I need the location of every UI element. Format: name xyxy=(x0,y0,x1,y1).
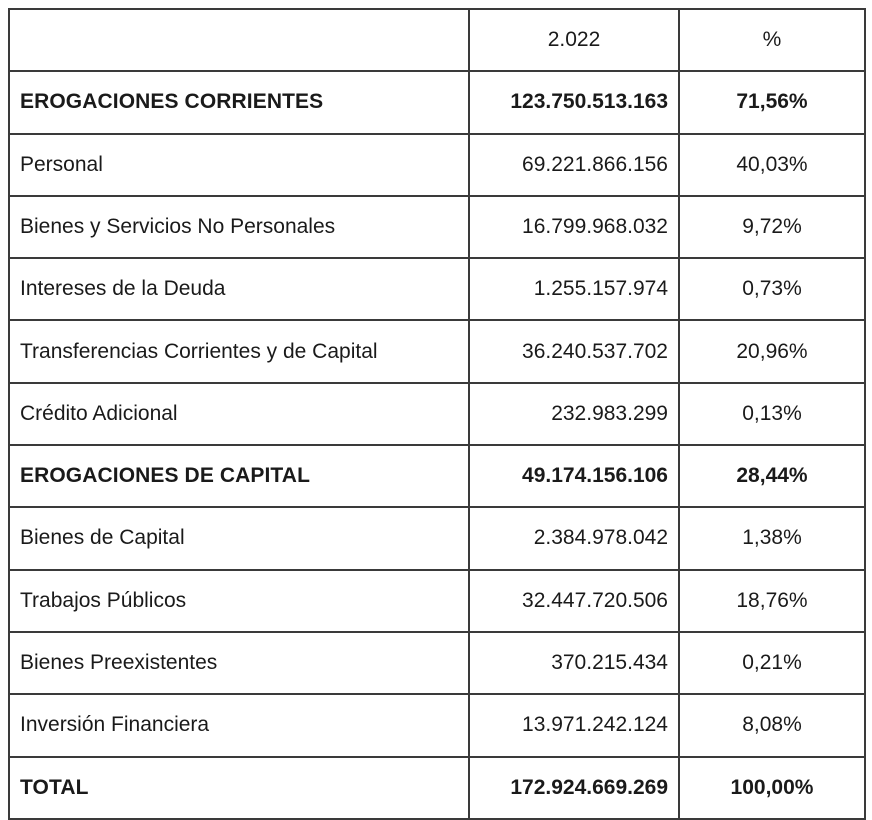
cell-percent: 1,38% xyxy=(679,507,865,569)
table-row xyxy=(9,507,865,569)
cell-concept: Trabajos Públicos xyxy=(9,570,469,632)
cell-amount: 69.221.866.156 xyxy=(469,134,679,196)
table-row xyxy=(9,632,865,694)
cell-percent: 0,21% xyxy=(679,632,865,694)
cell-amount: 370.215.434 xyxy=(469,632,679,694)
cell-percent: 0,13% xyxy=(679,383,865,445)
table-row xyxy=(9,570,865,632)
cell-amount: 32.447.720.506 xyxy=(469,570,679,632)
table-row xyxy=(9,320,865,382)
table-header-row xyxy=(9,9,865,71)
cell-amount: 232.983.299 xyxy=(469,383,679,445)
cell-concept: Bienes y Servicios No Personales xyxy=(9,196,469,258)
table-row xyxy=(9,258,865,320)
cell-percent: 28,44% xyxy=(679,445,865,507)
column-header-year: 2.022 xyxy=(469,9,679,71)
cell-amount: 49.174.156.106 xyxy=(469,445,679,507)
table-header xyxy=(9,9,865,71)
cell-concept: Bienes de Capital xyxy=(9,507,469,569)
table-row xyxy=(9,694,865,756)
cell-amount: 2.384.978.042 xyxy=(469,507,679,569)
cell-percent: 71,56% xyxy=(679,71,865,133)
table-row xyxy=(9,445,865,507)
cell-amount: 13.971.242.124 xyxy=(469,694,679,756)
cell-percent: 18,76% xyxy=(679,570,865,632)
table-body xyxy=(9,71,865,819)
cell-amount: 123.750.513.163 xyxy=(469,71,679,133)
cell-percent: 40,03% xyxy=(679,134,865,196)
cell-amount: 172.924.669.269 xyxy=(469,757,679,819)
cell-concept: Transferencias Corrientes y de Capital xyxy=(9,320,469,382)
budget-breakdown-table xyxy=(8,8,866,820)
cell-concept: EROGACIONES DE CAPITAL xyxy=(9,445,469,507)
column-header-concept xyxy=(9,9,469,71)
cell-amount: 36.240.537.702 xyxy=(469,320,679,382)
cell-concept: Personal xyxy=(9,134,469,196)
cell-percent: 20,96% xyxy=(679,320,865,382)
table-row xyxy=(9,757,865,819)
cell-concept: Bienes Preexistentes xyxy=(9,632,469,694)
cell-amount: 1.255.157.974 xyxy=(469,258,679,320)
column-header-percent: % xyxy=(679,9,865,71)
cell-concept: EROGACIONES CORRIENTES xyxy=(9,71,469,133)
budget-table-container xyxy=(8,8,864,799)
cell-percent: 0,73% xyxy=(679,258,865,320)
cell-concept: Intereses de la Deuda xyxy=(9,258,469,320)
cell-concept: TOTAL xyxy=(9,757,469,819)
table-row xyxy=(9,71,865,133)
cell-percent: 9,72% xyxy=(679,196,865,258)
cell-concept: Inversión Financiera xyxy=(9,694,469,756)
cell-percent: 100,00% xyxy=(679,757,865,819)
cell-concept: Crédito Adicional xyxy=(9,383,469,445)
table-row xyxy=(9,196,865,258)
table-row xyxy=(9,134,865,196)
table-row xyxy=(9,383,865,445)
cell-amount: 16.799.968.032 xyxy=(469,196,679,258)
cell-percent: 8,08% xyxy=(679,694,865,756)
